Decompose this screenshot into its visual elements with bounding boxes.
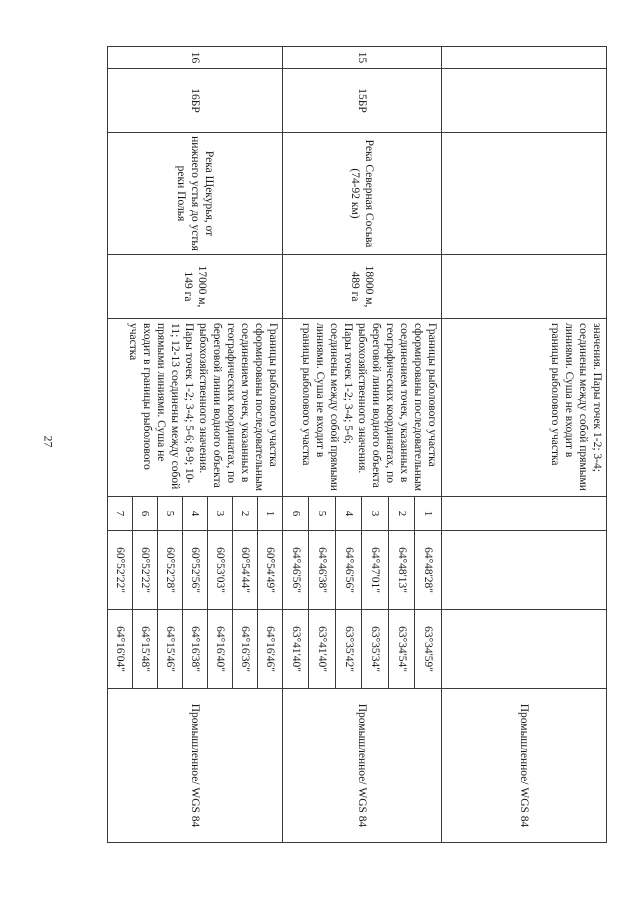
point-number: 6 bbox=[133, 497, 158, 531]
latitude: 64°47'01" bbox=[362, 531, 389, 610]
water-body-name: Река Северная Сосьва (74-92 км) bbox=[282, 133, 441, 255]
point-number: 6 bbox=[282, 497, 309, 531]
area-size: 17000 м, 149 га bbox=[108, 255, 283, 319]
continuation-row bbox=[442, 47, 607, 843]
point-number: 7 bbox=[108, 497, 133, 531]
point-number: 4 bbox=[183, 497, 208, 531]
page-number: 27 bbox=[41, 435, 56, 448]
area-code: 16БР bbox=[108, 69, 283, 133]
longitude: 64°16'38" bbox=[183, 610, 208, 689]
boundary-description: Границы рыболового участка сформированы последовательным соединением точек, указанных в географических координатах, по береговой линии водного объекта рыбохозяйственного значения. Пары точек 1-2; 3-4; 5-6; 8-9; 10-11; 12-13 соединены между собой прямыми линиями. Суша не входит в границы рыболового участка bbox=[108, 319, 283, 497]
point-number: 1 bbox=[257, 497, 282, 531]
cell-code bbox=[442, 69, 607, 133]
cell-index bbox=[442, 47, 607, 69]
longitude: 63°34'54" bbox=[388, 610, 415, 689]
water-body-name: Река Щекурья, от нижнего устья до устья реки Полья bbox=[108, 133, 283, 255]
longitude: 63°35'42" bbox=[335, 610, 362, 689]
latitude: 64°48'28" bbox=[415, 531, 442, 610]
longitude: 64°16'46" bbox=[257, 610, 282, 689]
latitude: 60°54'44" bbox=[232, 531, 257, 610]
boundary-description: Границы рыболового участка сформированы последовательным соединением точек, указанных в географических координатах, по береговой линии водного объекта рыбохозяйственного значения. Пары точек 1-2; 3-4; 5-6; соединены между собой прямыми линиями. Суша не входит в границы рыболового участка bbox=[282, 319, 441, 497]
longitude: 64°16'36" bbox=[232, 610, 257, 689]
point-number: 2 bbox=[388, 497, 415, 531]
longitude: 63°34'59" bbox=[415, 610, 442, 689]
latitude: 60°52'28" bbox=[158, 531, 183, 610]
continuation-description: значения. Пары точек 1-2; 3-4; соединены между собой прямыми линиями. Суша не входит в границы рыболового участка bbox=[442, 319, 607, 497]
row-index: 15 bbox=[282, 47, 441, 69]
latitude: 60°52'22" bbox=[108, 531, 133, 610]
longitude: 64°15'46" bbox=[158, 610, 183, 689]
cell-size bbox=[442, 255, 607, 319]
coordinate-system: Промышленное/ WGS 84 bbox=[108, 689, 283, 843]
latitude: 64°46'56" bbox=[282, 531, 309, 610]
point-number: 5 bbox=[158, 497, 183, 531]
latitude: 64°46'38" bbox=[309, 531, 336, 610]
point-number: 3 bbox=[362, 497, 389, 531]
longitude: 64°15'48" bbox=[133, 610, 158, 689]
cell-name bbox=[442, 133, 607, 255]
point-number: 2 bbox=[232, 497, 257, 531]
longitude: 64°16'04" bbox=[108, 610, 133, 689]
latitude: 60°54'49" bbox=[257, 531, 282, 610]
row-index: 16 bbox=[108, 47, 283, 69]
point-number: 3 bbox=[207, 497, 232, 531]
rotated-table-wrapper bbox=[107, 46, 607, 842]
cell-point bbox=[442, 497, 607, 531]
area-code: 15БР bbox=[282, 69, 441, 133]
cell-lon bbox=[442, 610, 607, 689]
table-row bbox=[415, 47, 442, 843]
longitude: 63°41'40" bbox=[282, 610, 309, 689]
latitude: 64°48'13" bbox=[388, 531, 415, 610]
latitude: 64°46'56" bbox=[335, 531, 362, 610]
cell-lat bbox=[442, 531, 607, 610]
longitude: 64°16'40" bbox=[207, 610, 232, 689]
latitude: 60°52'56" bbox=[183, 531, 208, 610]
point-number: 5 bbox=[309, 497, 336, 531]
latitude: 60°53'03" bbox=[207, 531, 232, 610]
continuation-system: Промышленное/ WGS 84 bbox=[442, 689, 607, 843]
coordinate-system: Промышленное/ WGS 84 bbox=[282, 689, 441, 843]
longitude: 63°41'40" bbox=[309, 610, 336, 689]
latitude: 60°52'22" bbox=[133, 531, 158, 610]
area-size: 18000 м, 489 га bbox=[282, 255, 441, 319]
longitude: 63°35'34" bbox=[362, 610, 389, 689]
point-number: 1 bbox=[415, 497, 442, 531]
point-number: 4 bbox=[335, 497, 362, 531]
fishing-areas-table bbox=[107, 46, 607, 843]
table-row bbox=[257, 47, 282, 843]
